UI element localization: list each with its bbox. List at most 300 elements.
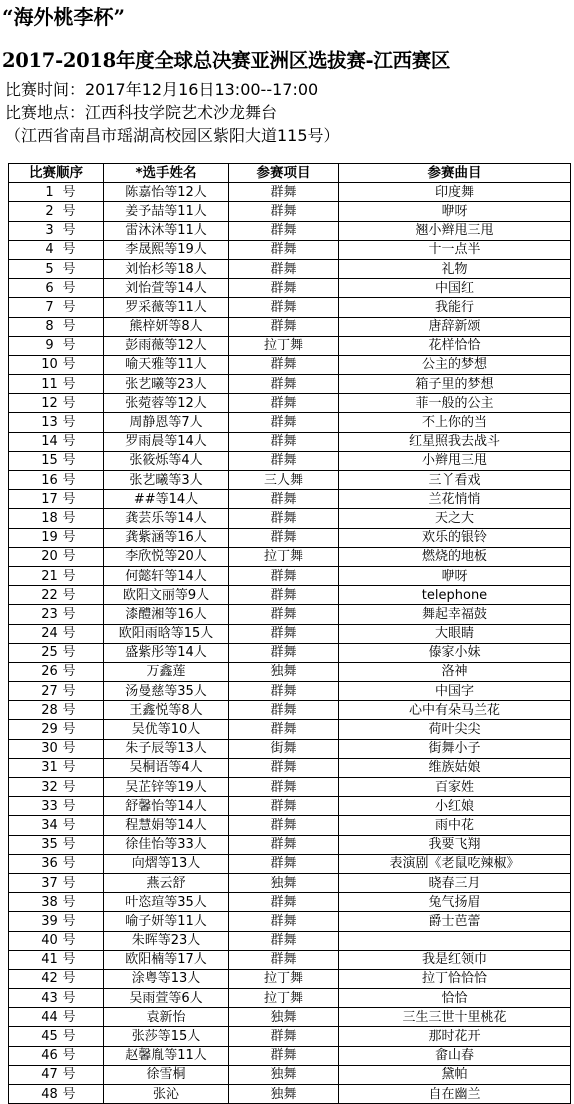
piece-cell: 大眼睛: [339, 624, 571, 643]
table-row: [9, 298, 571, 317]
category-cell: 群舞: [229, 202, 339, 221]
table-row: [9, 183, 571, 202]
order-suffix: 号: [62, 1048, 76, 1064]
order-suffix: 号: [62, 894, 76, 910]
order-number: 39: [41, 913, 58, 929]
table-row: [9, 989, 571, 1008]
category-cell: 群舞: [229, 432, 339, 451]
order-suffix: 号: [62, 1067, 76, 1083]
order-cell: [9, 490, 104, 509]
order-cell: [9, 662, 104, 681]
participant-name: 雷沐沐等11人: [104, 221, 229, 240]
piece-cell: 小红娘: [339, 797, 571, 816]
category-cell: 群舞: [229, 701, 339, 720]
participant-name: 赵馨胤等11人: [104, 1046, 229, 1065]
participant-name: 罗雨晨等14人: [104, 432, 229, 451]
category-cell: 群舞: [229, 854, 339, 873]
order-suffix: 号: [62, 875, 76, 891]
order-suffix: 号: [62, 415, 76, 431]
table-row: [9, 950, 571, 969]
category-cell: 群舞: [229, 259, 339, 278]
order-cell: [9, 758, 104, 777]
table-row: [9, 739, 571, 758]
order-suffix: 号: [62, 933, 76, 949]
participant-name: 王鑫悦等8人: [104, 701, 229, 720]
order-number: 20: [41, 549, 58, 565]
order-suffix: 号: [62, 357, 76, 373]
category-cell: 群舞: [229, 950, 339, 969]
participant-name: 李晟熙等19人: [104, 240, 229, 259]
order-suffix: 号: [62, 223, 76, 239]
table-row: [9, 509, 571, 528]
order-suffix: 号: [62, 395, 76, 411]
col-header-name: *选手姓名: [104, 164, 229, 183]
order-number: 11: [41, 376, 58, 392]
order-number: 23: [41, 606, 58, 622]
order-number: 22: [41, 587, 58, 603]
table-row: [9, 1008, 571, 1027]
piece-cell: 恰恰: [339, 989, 571, 1008]
table-row: [9, 528, 571, 547]
participant-name: 彭雨薇等12人: [104, 336, 229, 355]
table-row: [9, 490, 571, 509]
order-suffix: 号: [62, 952, 76, 968]
order-number: 1: [45, 184, 54, 200]
participant-name: 陈嘉怡等12人: [104, 183, 229, 202]
order-cell: [9, 950, 104, 969]
col-header-category: 参赛项目: [229, 164, 339, 183]
table-row: [9, 336, 571, 355]
participant-name: 刘怡杉等18人: [104, 259, 229, 278]
order-number: 47: [41, 1067, 58, 1083]
category-cell: 群舞: [229, 355, 339, 374]
order-number: 7: [45, 299, 54, 315]
order-cell: [9, 221, 104, 240]
category-cell: 群舞: [229, 797, 339, 816]
order-suffix: 号: [62, 299, 76, 315]
order-number: 42: [41, 971, 58, 987]
piece-cell: 燃烧的地板: [339, 547, 571, 566]
order-number: 25: [41, 645, 58, 661]
table-header-row: [9, 164, 571, 183]
table-row: [9, 375, 571, 394]
order-suffix: 号: [62, 280, 76, 296]
table-row: [9, 797, 571, 816]
category-cell: 群舞: [229, 586, 339, 605]
order-number: 34: [41, 817, 58, 833]
order-number: 3: [45, 223, 54, 239]
category-cell: 独舞: [229, 1008, 339, 1027]
order-cell: [9, 451, 104, 470]
table-row: [9, 259, 571, 278]
category-cell: 独舞: [229, 662, 339, 681]
category-cell: 群舞: [229, 240, 339, 259]
order-cell: [9, 778, 104, 797]
piece-cell: 红星照我去战斗: [339, 432, 571, 451]
order-number: 33: [41, 798, 58, 814]
order-cell: [9, 202, 104, 221]
category-cell: 群舞: [229, 931, 339, 950]
participant-name: 张菀蓉等12人: [104, 394, 229, 413]
piece-cell: 唐辞新颂: [339, 317, 571, 336]
piece-cell: 我能行: [339, 298, 571, 317]
order-cell: [9, 279, 104, 298]
order-cell: [9, 701, 104, 720]
order-cell: [9, 682, 104, 701]
piece-cell: 中国字: [339, 682, 571, 701]
order-number: 4: [45, 242, 54, 258]
participant-name: 叶恣瑄等35人: [104, 893, 229, 912]
order-suffix: 号: [62, 1086, 76, 1102]
order-suffix: 号: [62, 472, 76, 488]
order-number: 6: [45, 280, 54, 296]
table-row: [9, 547, 571, 566]
order-suffix: 号: [62, 837, 76, 853]
order-cell: [9, 720, 104, 739]
piece-cell: 雨中花: [339, 816, 571, 835]
order-number: 44: [41, 1009, 58, 1025]
order-cell: [9, 739, 104, 758]
order-cell: [9, 240, 104, 259]
participant-name: 李欣悦等20人: [104, 547, 229, 566]
order-cell: [9, 969, 104, 988]
order-number: 17: [41, 491, 58, 507]
piece-cell: 三丫看戏: [339, 471, 571, 490]
order-cell: [9, 183, 104, 202]
order-suffix: 号: [62, 587, 76, 603]
table-row: [9, 931, 571, 950]
participant-name: 张莎等15人: [104, 1027, 229, 1046]
participant-name: 刘怡萱等14人: [104, 279, 229, 298]
order-number: 12: [41, 395, 58, 411]
order-suffix: 号: [62, 626, 76, 642]
order-number: 21: [41, 568, 58, 584]
order-suffix: 号: [62, 779, 76, 795]
title-line-1: “海外桃李杯”: [2, 5, 126, 29]
order-cell: [9, 298, 104, 317]
order-cell: [9, 1085, 104, 1104]
category-cell: 独舞: [229, 873, 339, 892]
table-row: [9, 1085, 571, 1104]
order-suffix: 号: [62, 434, 76, 450]
participant-name: 张沁: [104, 1085, 229, 1104]
table-row: [9, 279, 571, 298]
category-cell: 三人舞: [229, 471, 339, 490]
participant-name: 徐佳怡等33人: [104, 835, 229, 854]
category-cell: 街舞: [229, 739, 339, 758]
order-cell: [9, 547, 104, 566]
piece-cell: 我是红领巾: [339, 950, 571, 969]
table-row: [9, 682, 571, 701]
order-cell: [9, 854, 104, 873]
piece-cell: telephone: [339, 586, 571, 605]
order-suffix: 号: [62, 741, 76, 757]
participant-name: 张艺曦等23人: [104, 375, 229, 394]
table-row: [9, 662, 571, 681]
participant-name: 万鑫莲: [104, 662, 229, 681]
piece-cell: 畲山春: [339, 1046, 571, 1065]
table-row: [9, 1027, 571, 1046]
participant-name: 姜予喆等11人: [104, 202, 229, 221]
category-cell: 独舞: [229, 1065, 339, 1084]
piece-cell: 我要飞翔: [339, 835, 571, 854]
participant-name: 涂粤等13人: [104, 969, 229, 988]
category-cell: 群舞: [229, 835, 339, 854]
participant-name: 袁新怡: [104, 1008, 229, 1027]
col-header-piece: 参赛曲目: [339, 164, 571, 183]
participant-name: 龚芸乐等14人: [104, 509, 229, 528]
order-suffix: 号: [62, 683, 76, 699]
order-number: 46: [41, 1048, 58, 1064]
order-cell: [9, 989, 104, 1008]
order-cell: [9, 797, 104, 816]
order-number: 30: [41, 741, 58, 757]
competition-venue: 比赛地点：江西科技学院艺术沙龙舞台: [5, 103, 278, 122]
order-cell: [9, 931, 104, 950]
order-number: 5: [45, 261, 54, 277]
order-cell: [9, 509, 104, 528]
category-cell: 独舞: [229, 1085, 339, 1104]
order-cell: [9, 912, 104, 931]
table-row: [9, 451, 571, 470]
order-cell: [9, 1065, 104, 1084]
participant-name: 张筱烁等4人: [104, 451, 229, 470]
piece-cell: 晓春三月: [339, 873, 571, 892]
category-cell: 群舞: [229, 720, 339, 739]
piece-cell: 中国红: [339, 279, 571, 298]
category-cell: 群舞: [229, 682, 339, 701]
piece-cell: 荷叶尖尖: [339, 720, 571, 739]
piece-cell: 天之大: [339, 509, 571, 528]
order-cell: [9, 394, 104, 413]
piece-cell: 爵士芭蕾: [339, 912, 571, 931]
participant-name: 吴雨萱等6人: [104, 989, 229, 1008]
order-cell: [9, 1027, 104, 1046]
table-row: [9, 778, 571, 797]
participant-name: 汤曼慈等35人: [104, 682, 229, 701]
order-cell: [9, 317, 104, 336]
category-cell: 群舞: [229, 816, 339, 835]
order-number: 28: [41, 702, 58, 718]
piece-cell: 自在幽兰: [339, 1085, 571, 1104]
order-suffix: 号: [62, 568, 76, 584]
order-number: 19: [41, 530, 58, 546]
category-cell: 群舞: [229, 912, 339, 931]
table-row: [9, 317, 571, 336]
order-suffix: 号: [62, 798, 76, 814]
order-cell: [9, 471, 104, 490]
piece-cell: 箱子里的梦想: [339, 375, 571, 394]
category-cell: 群舞: [229, 1027, 339, 1046]
order-cell: [9, 835, 104, 854]
order-suffix: 号: [62, 184, 76, 200]
order-number: 36: [41, 856, 58, 872]
category-cell: 群舞: [229, 298, 339, 317]
participant-name: 周静恩等7人: [104, 413, 229, 432]
piece-cell: 礼物: [339, 259, 571, 278]
participant-name: 欧阳雨晗等15人: [104, 624, 229, 643]
category-cell: 群舞: [229, 413, 339, 432]
order-suffix: 号: [62, 338, 76, 354]
piece-cell: 花样恰恰: [339, 336, 571, 355]
order-number: 27: [41, 683, 58, 699]
order-number: 13: [41, 415, 58, 431]
order-number: 14: [41, 434, 58, 450]
table-row: [9, 854, 571, 873]
piece-cell: 翘小辫甩三甩: [339, 221, 571, 240]
table-row: [9, 566, 571, 585]
table-row: [9, 758, 571, 777]
piece-cell: 表演剧《老鼠吃辣椒》: [339, 854, 571, 873]
order-number: 2: [45, 203, 54, 219]
category-cell: 群舞: [229, 528, 339, 547]
category-cell: 群舞: [229, 451, 339, 470]
order-number: 26: [41, 664, 58, 680]
order-suffix: 号: [62, 242, 76, 258]
order-cell: [9, 259, 104, 278]
order-number: 31: [41, 760, 58, 776]
order-number: 16: [41, 472, 58, 488]
participant-name: 张艺曦等3人: [104, 471, 229, 490]
table-row: [9, 221, 571, 240]
participant-name: 漆醴湘等16人: [104, 605, 229, 624]
order-suffix: 号: [62, 990, 76, 1006]
order-suffix: 号: [62, 645, 76, 661]
order-suffix: 号: [62, 722, 76, 738]
participant-name: 程慧娟等14人: [104, 816, 229, 835]
order-cell: [9, 605, 104, 624]
title-line-2: 2017-2018年度全球总决赛亚洲区选拔赛-江西赛区: [2, 49, 451, 72]
category-cell: 拉丁舞: [229, 969, 339, 988]
category-cell: 群舞: [229, 1046, 339, 1065]
participant-name: 舒馨怡等14人: [104, 797, 229, 816]
category-cell: 群舞: [229, 778, 339, 797]
competition-time: 比赛时间：2017年12月16日13:00--17:00: [5, 80, 319, 99]
participant-name: 欧阳文丽等9人: [104, 586, 229, 605]
category-cell: 拉丁舞: [229, 336, 339, 355]
category-cell: 群舞: [229, 893, 339, 912]
category-cell: 拉丁舞: [229, 989, 339, 1008]
table-row: [9, 643, 571, 662]
order-cell: [9, 413, 104, 432]
order-cell: [9, 355, 104, 374]
order-cell: [9, 566, 104, 585]
piece-cell: 十一点半: [339, 240, 571, 259]
piece-cell: 维族姑娘: [339, 758, 571, 777]
order-cell: [9, 893, 104, 912]
piece-cell: 欢乐的银铃: [339, 528, 571, 547]
category-cell: 群舞: [229, 279, 339, 298]
order-number: 43: [41, 990, 58, 1006]
participant-name: 吴桐语等4人: [104, 758, 229, 777]
order-suffix: 号: [62, 319, 76, 335]
participant-name: 喻子妍等11人: [104, 912, 229, 931]
participant-name: 燕云舒: [104, 873, 229, 892]
order-number: 32: [41, 779, 58, 795]
order-number: 8: [45, 319, 54, 335]
participant-name: 吴优等10人: [104, 720, 229, 739]
order-number: 40: [41, 933, 58, 949]
participant-name: ##等14人: [104, 490, 229, 509]
category-cell: 群舞: [229, 183, 339, 202]
participant-name: 吴芷锌等19人: [104, 778, 229, 797]
table-row: [9, 413, 571, 432]
table-row: [9, 816, 571, 835]
order-number: 10: [41, 357, 58, 373]
piece-cell: 心中有朵马兰花: [339, 701, 571, 720]
category-cell: 群舞: [229, 490, 339, 509]
order-cell: [9, 336, 104, 355]
table-row: [9, 1046, 571, 1065]
table-row: [9, 605, 571, 624]
participant-name: 龚紫涵等16人: [104, 528, 229, 547]
order-number: 37: [41, 875, 58, 891]
order-suffix: 号: [62, 453, 76, 469]
order-suffix: 号: [62, 856, 76, 872]
category-cell: 群舞: [229, 624, 339, 643]
program-table: [8, 163, 571, 1104]
order-cell: [9, 816, 104, 835]
participant-name: 欧阳楠等17人: [104, 950, 229, 969]
order-suffix: 号: [62, 530, 76, 546]
order-cell: [9, 1046, 104, 1065]
participant-name: 向熠等13人: [104, 854, 229, 873]
order-number: 41: [41, 952, 58, 968]
piece-cell: 咿呀: [339, 566, 571, 585]
table-row: [9, 873, 571, 892]
piece-cell: 拉丁恰恰恰: [339, 969, 571, 988]
participant-name: 熊梓妍等8人: [104, 317, 229, 336]
venue-address: （江西省南昌市瑶湖高校园区紫阳大道115号）: [5, 126, 340, 145]
table-row: [9, 624, 571, 643]
table-row: [9, 432, 571, 451]
order-number: 45: [41, 1029, 58, 1045]
table-row: [9, 240, 571, 259]
table-row: [9, 202, 571, 221]
piece-cell: [339, 931, 571, 950]
order-suffix: 号: [62, 817, 76, 833]
order-suffix: 号: [62, 664, 76, 680]
piece-cell: 印度舞: [339, 183, 571, 202]
category-cell: 群舞: [229, 394, 339, 413]
piece-cell: 兰花悄悄: [339, 490, 571, 509]
order-number: 15: [41, 453, 58, 469]
order-suffix: 号: [62, 1009, 76, 1025]
category-cell: 群舞: [229, 643, 339, 662]
table-row: [9, 701, 571, 720]
table-row: [9, 471, 571, 490]
piece-cell: 黛帕: [339, 1065, 571, 1084]
piece-cell: 不上你的当: [339, 413, 571, 432]
piece-cell: 公主的梦想: [339, 355, 571, 374]
category-cell: 群舞: [229, 317, 339, 336]
order-cell: [9, 624, 104, 643]
order-suffix: 号: [62, 971, 76, 987]
category-cell: 群舞: [229, 375, 339, 394]
order-number: 18: [41, 510, 58, 526]
participant-name: 朱子辰等13人: [104, 739, 229, 758]
order-suffix: 号: [62, 376, 76, 392]
col-header-order: 比赛顺序: [9, 164, 104, 183]
piece-cell: 兔气扬眉: [339, 893, 571, 912]
order-suffix: 号: [62, 491, 76, 507]
order-suffix: 号: [62, 1029, 76, 1045]
order-number: 38: [41, 894, 58, 910]
piece-cell: 傣家小妹: [339, 643, 571, 662]
order-cell: [9, 873, 104, 892]
order-suffix: 号: [62, 606, 76, 622]
table-row: [9, 835, 571, 854]
